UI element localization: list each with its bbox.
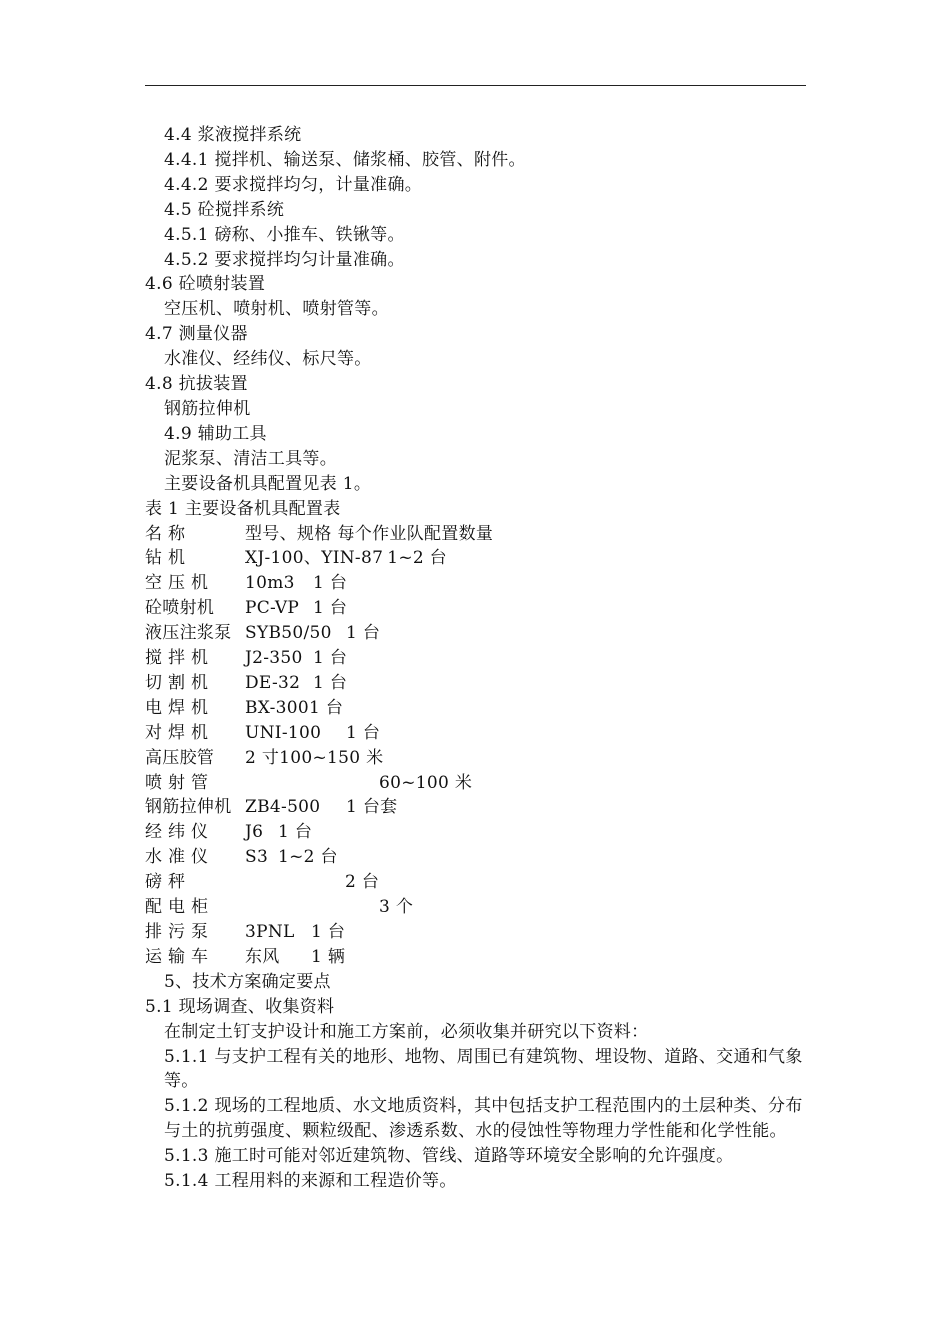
equipment-quantity: 1 辆	[311, 946, 346, 967]
table-row	[145, 845, 810, 870]
equipment-model: J6	[245, 822, 264, 843]
table-row	[145, 721, 810, 746]
paragraph: 4.5.2 要求搅拌均匀计量准确。	[164, 249, 405, 270]
paragraph: 5.1 现场调查、收集资料	[145, 996, 335, 1017]
equipment-model: J2-350	[245, 648, 303, 669]
table-row	[145, 945, 810, 970]
table-row	[145, 546, 810, 571]
equipment-model: ZB4-500	[245, 797, 321, 818]
paragraph: 4.9 辅助工具	[164, 423, 267, 444]
equipment-model: 型号、规格	[245, 523, 332, 544]
equipment-quantity: 1 台	[313, 598, 348, 619]
paragraph: 4.7 测量仪器	[145, 324, 248, 345]
paragraph: 4.4 浆液搅拌系统	[164, 125, 302, 145]
equipment-name: 配 电 柜	[145, 897, 209, 918]
equipment-name: 钢筋拉伸机	[145, 797, 232, 818]
paragraph: 4.4.1 搅拌机、输送泵、储浆桶、胶管、附件。	[164, 149, 526, 170]
section-bottom	[145, 970, 810, 1194]
equipment-quantity: 1 台	[278, 822, 313, 843]
equipment-name: 喷 射 管	[145, 772, 209, 793]
equipment-quantity: 1 台	[346, 722, 381, 743]
table-row	[145, 596, 810, 621]
equipment-quantity: 1 台	[313, 648, 348, 669]
paragraph: 4.5.1 磅称、小推车、铁锹等。	[164, 224, 405, 245]
equipment-name: 水 准 仪	[145, 847, 209, 868]
equipment-quantity: 3 个	[379, 897, 414, 918]
equipment-model: UNI-100	[245, 722, 322, 743]
paragraph: 5.1.2 现场的工程地质、水文地质资料，其中包括支护工程范围内的土层种类、分布与土的抗剪强度、颗粒级配、渗透系数、水的侵蚀性等物理力学性能和化学性能。	[164, 1096, 803, 1142]
paragraph: 主要设备机具配置见表 1。	[164, 473, 372, 494]
equipment-model	[245, 895, 379, 920]
table-row	[145, 746, 810, 771]
section-top	[145, 123, 810, 522]
equipment-model: 10m3	[245, 573, 295, 594]
equipment-model: XJ-100、YIN-87	[245, 548, 384, 569]
equipment-name: 名 称	[145, 523, 186, 544]
equipment-quantity: 1 台	[313, 672, 348, 693]
paragraph: 5.1.3 施工时可能对邻近建筑物、管线、道路等环境安全影响的允许强度。	[164, 1146, 734, 1167]
equipment-model: SYB50/50	[245, 623, 332, 644]
equipment-model: BX-300	[245, 697, 309, 718]
document-body	[145, 123, 810, 1194]
equipment-name: 电 焊 机	[145, 697, 209, 718]
equipment-name: 磅 秤	[145, 872, 186, 893]
equipment-quantity: 每个作业队配置数量	[337, 523, 494, 544]
equipment-model: 东风	[245, 946, 280, 967]
equipment-quantity: 1 台	[313, 573, 348, 594]
table-row	[145, 646, 810, 671]
equipment-quantity: 1~2 台	[278, 847, 338, 868]
equipment-quantity: 1 台套	[346, 797, 398, 818]
table-row	[145, 621, 810, 646]
equipment-model: DE-32	[245, 672, 301, 693]
equipment-name: 切 割 机	[145, 672, 209, 693]
equipment-model	[245, 870, 345, 895]
paragraph: 水准仪、经纬仪、标尺等。	[164, 349, 372, 370]
paragraph: 在制定土钉支护设计和施工方案前，必须收集并研究以下资料：	[164, 1021, 649, 1042]
table-row	[145, 771, 810, 796]
equipment-quantity: 100~150 米	[279, 747, 384, 768]
paragraph: 4.8 抗拔装置	[145, 374, 248, 395]
equipment-name: 对 焊 机	[145, 722, 209, 743]
equipment-name: 砼喷射机	[145, 598, 215, 619]
table-row	[145, 895, 810, 920]
paragraph: 泥浆泵、清洁工具等。	[164, 448, 337, 469]
table-row	[145, 920, 810, 945]
equipment-model: 2 寸	[245, 747, 280, 768]
header-rule	[145, 85, 806, 86]
table-row	[145, 571, 810, 596]
equipment-name: 运 输 车	[145, 946, 209, 967]
equipment-name: 搅 拌 机	[145, 648, 209, 669]
paragraph: 4.4.2 要求搅拌均匀，计量准确。	[164, 174, 423, 195]
table-row	[145, 671, 810, 696]
equipment-quantity: 1 台	[311, 922, 346, 942]
table-row	[145, 820, 810, 845]
equipment-model	[245, 771, 379, 796]
paragraph: 5、技术方案确定要点	[164, 971, 331, 992]
equipment-quantity: 1 台	[309, 697, 344, 718]
equipment-quantity: 1 台	[346, 623, 381, 644]
equipment-quantity: 60~100 米	[379, 772, 473, 793]
paragraph: 4.5 砼搅拌系统	[164, 199, 285, 220]
table-row	[145, 795, 810, 820]
paragraph: 4.6 砼喷射装置	[145, 274, 266, 295]
equipment-name: 经 纬 仪	[145, 822, 209, 843]
paragraph: 5.1.1 与支护工程有关的地形、地物、周围已有建筑物、埋设物、道路、交通和气象等。	[164, 1046, 803, 1092]
equipment-model: 3PNL	[245, 922, 295, 942]
table-row	[145, 870, 810, 895]
equipment-name: 液压注浆泵	[145, 623, 232, 644]
equipment-table	[145, 522, 810, 970]
equipment-model: PC-VP	[245, 598, 300, 619]
equipment-quantity: 2 台	[345, 872, 380, 893]
equipment-model: S3	[245, 847, 269, 868]
paragraph: 5.1.4 工程用料的来源和工程造价等。	[164, 1171, 457, 1192]
table-row	[145, 522, 810, 547]
paragraph: 表 1 主要设备机具配置表	[145, 498, 341, 519]
paragraph: 钢筋拉伸机	[164, 398, 251, 419]
equipment-name: 空 压 机	[145, 573, 209, 594]
paragraph: 空压机、喷射机、喷射管等。	[164, 299, 389, 320]
equipment-name: 钻 机	[145, 548, 186, 569]
equipment-name: 高压胶管	[145, 747, 215, 768]
equipment-name: 排 污 泵	[145, 922, 209, 942]
table-row	[145, 696, 810, 721]
equipment-quantity: 1~2 台	[387, 548, 447, 569]
